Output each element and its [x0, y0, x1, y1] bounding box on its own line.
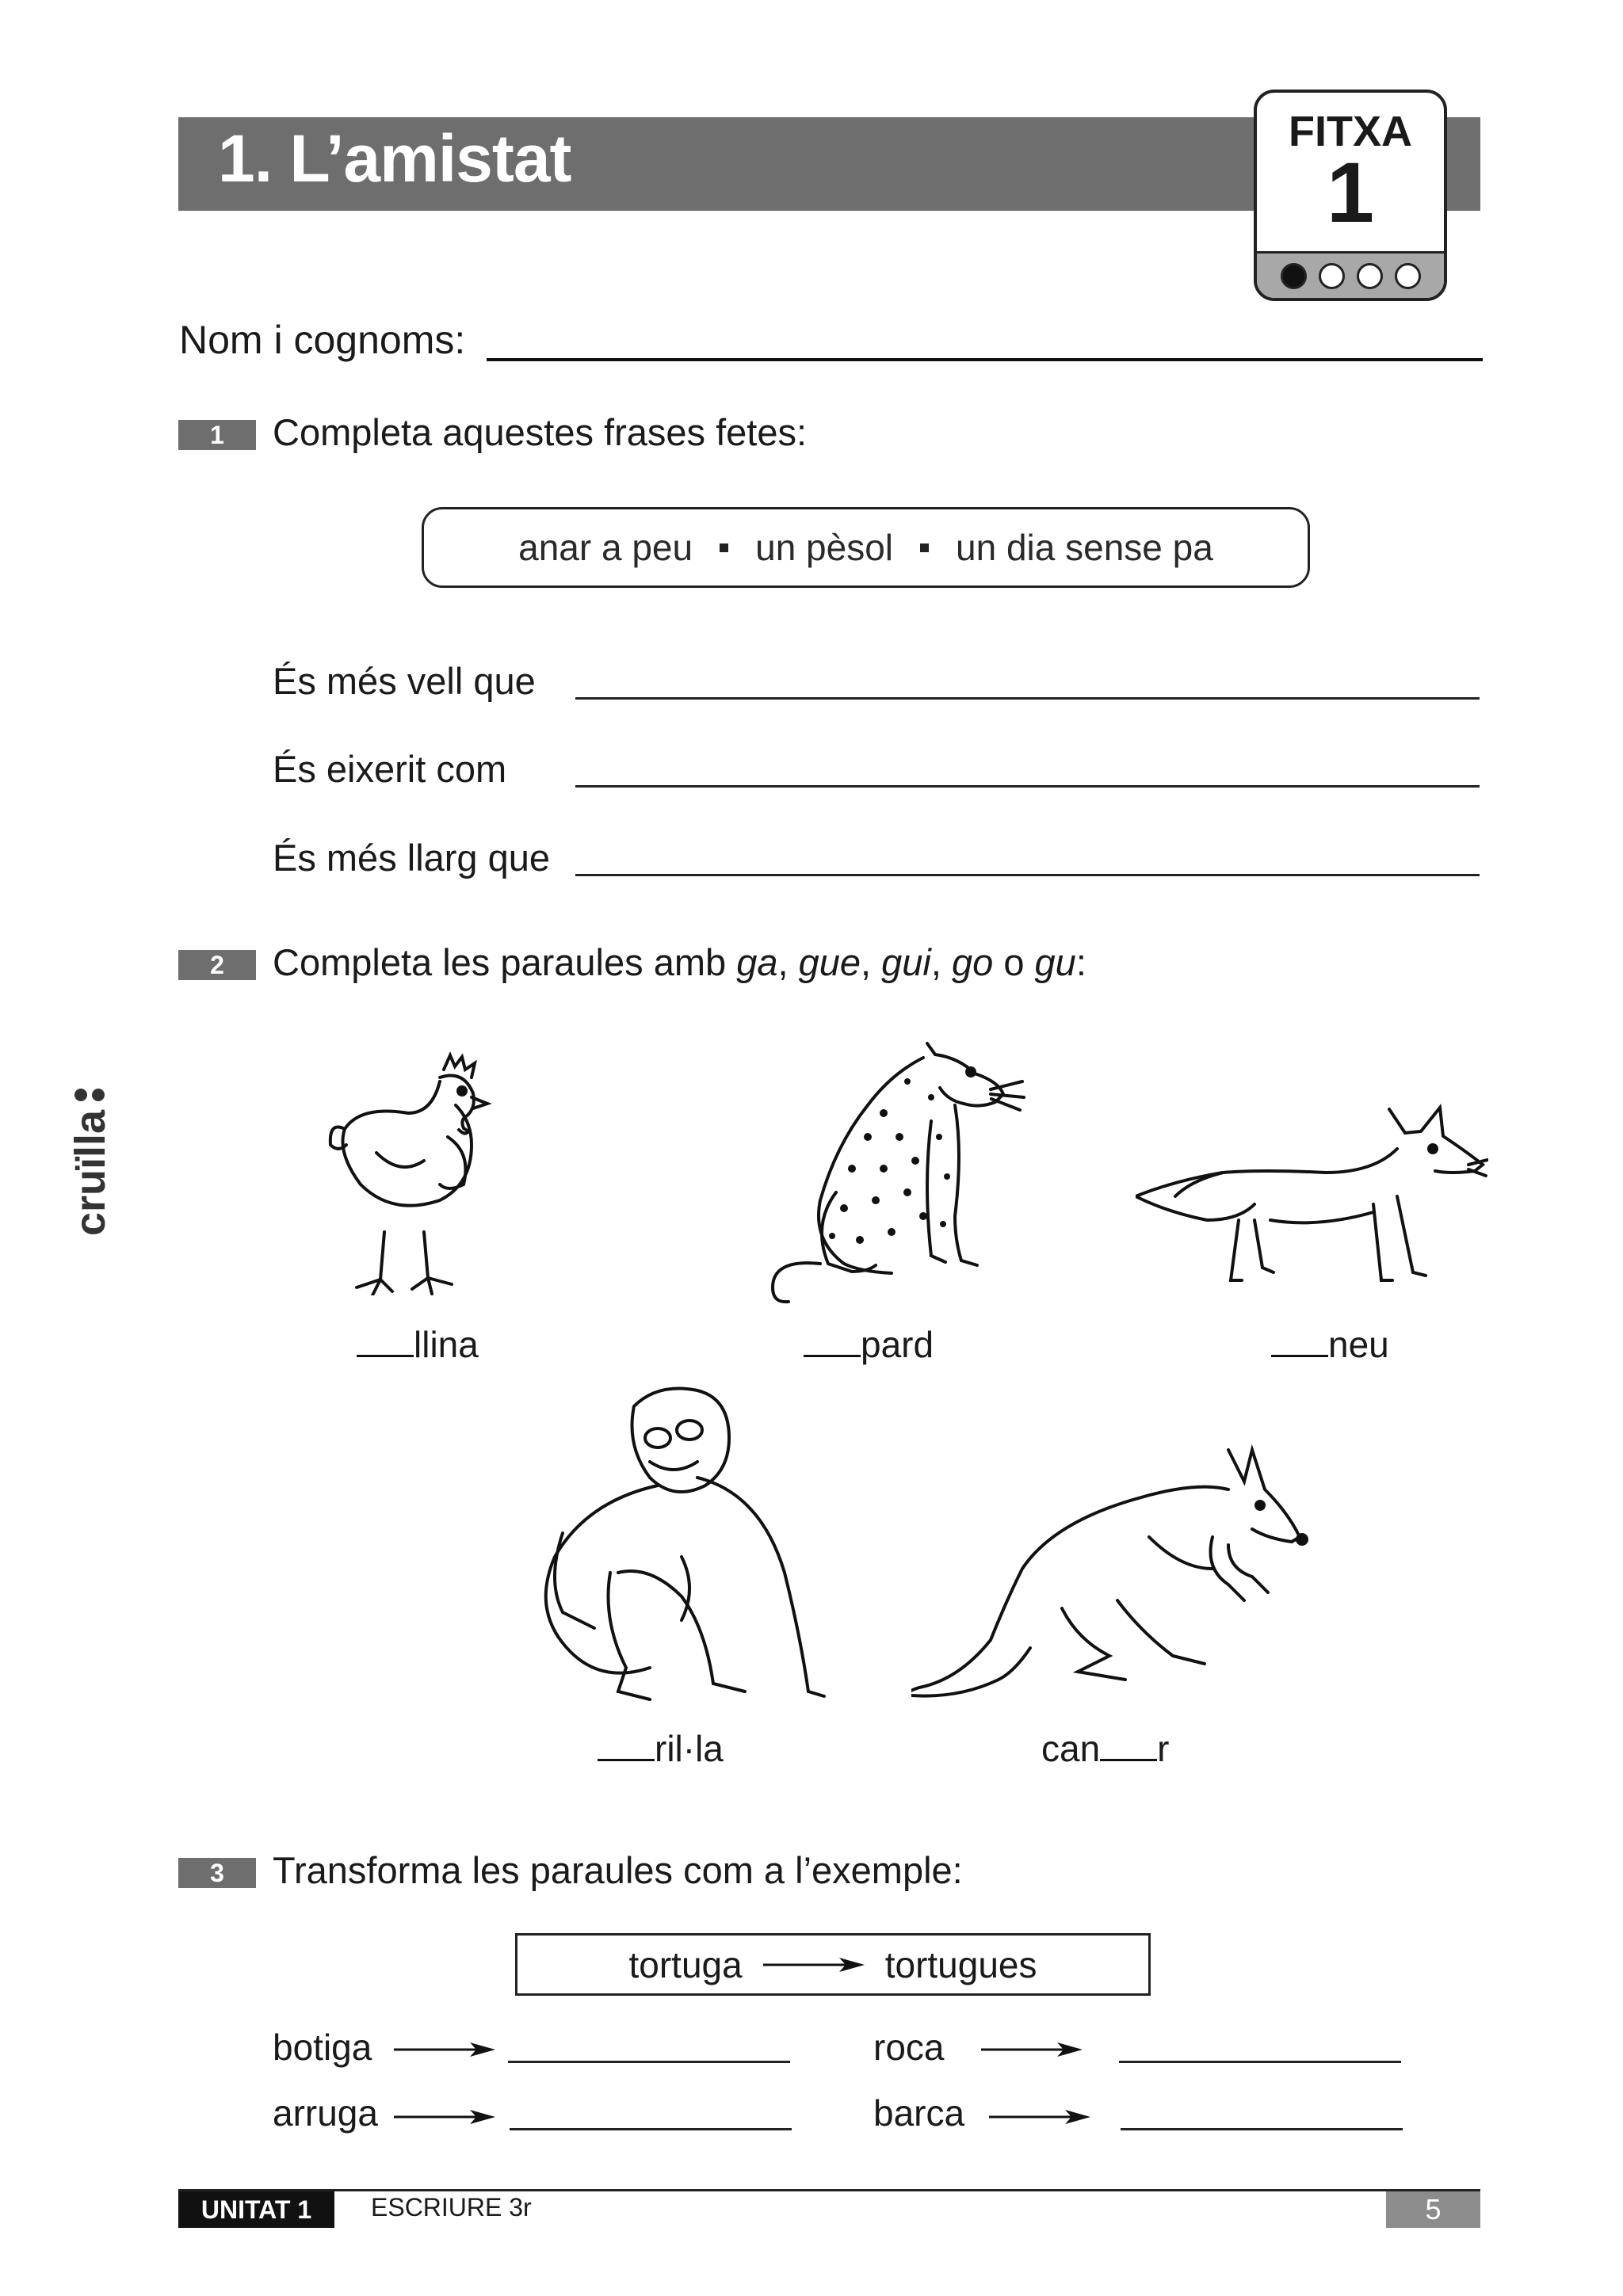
phrase-option: un pèsol [755, 527, 894, 568]
footer-rule [178, 2189, 1480, 2191]
page-title: 1. L’amistat [218, 121, 571, 196]
separator-square-icon [920, 543, 929, 552]
leopard-icon [765, 1034, 1038, 1307]
exercise-1-number: 1 [178, 420, 256, 450]
hen-icon [321, 1042, 511, 1295]
transform-word-4: barca [873, 2092, 965, 2134]
brand-logo [48, 1077, 143, 1236]
arrow-right-icon [763, 1955, 865, 1974]
progress-dot-empty [1357, 263, 1383, 289]
sentence-1-answer-line[interactable] [575, 697, 1480, 700]
example-source-word: tortuga [628, 1943, 743, 1985]
svg-text:cruïlla: cruïlla [67, 1109, 114, 1236]
transform-word-3: arruga [273, 2092, 378, 2134]
sentence-3-answer-line[interactable] [575, 874, 1480, 876]
sentence-3-prompt: És més llarg que [273, 837, 551, 879]
transform-answer-line-1[interactable] [508, 2061, 790, 2063]
arrow-right-icon [989, 2107, 1090, 2126]
transform-word-1: botiga [273, 2027, 372, 2068]
blank-line[interactable] [1271, 1354, 1328, 1357]
word-leopard: pard [804, 1323, 934, 1366]
fitxa-badge [1254, 90, 1447, 301]
name-label: Nom i cognoms: [179, 318, 466, 362]
footer-unit: UNITAT 1 [178, 2191, 334, 2228]
exercise-2-number: 2 [178, 950, 256, 980]
transform-answer-line-2[interactable] [1119, 2061, 1401, 2063]
page-number: 5 [1386, 2191, 1480, 2228]
gorilla-icon [539, 1383, 848, 1715]
transform-word-2: roca [873, 2027, 945, 2068]
transform-answer-line-3[interactable] [510, 2128, 792, 2130]
word-fox: neu [1271, 1323, 1389, 1366]
sentence-2-answer-line[interactable] [575, 785, 1480, 788]
arrow-right-icon [394, 2107, 495, 2126]
example-target-word: tortugues [884, 1943, 1037, 1985]
phrase-option: un dia sense pa [956, 527, 1213, 568]
fitxa-number: 1 [1326, 144, 1375, 240]
example-box [515, 1933, 1151, 1996]
fitxa-progress-dots [1257, 251, 1444, 298]
blank-line[interactable] [804, 1354, 861, 1357]
exercise-3-number: 3 [178, 1858, 256, 1888]
name-answer-line[interactable] [487, 358, 1483, 361]
word-kangaroo: can r [1041, 1728, 1170, 1769]
phrase-options-box [422, 507, 1310, 588]
phrase-option: anar a peu [518, 527, 693, 568]
exercise-2-instruction: Completa les paraules amb ga, gue, gui, go o gu: [273, 941, 1086, 983]
progress-dot-empty [1395, 263, 1421, 289]
word-hen: llina [357, 1323, 479, 1366]
fitxa-label: FITXA [1289, 108, 1412, 155]
sentence-2-prompt: És eixerit com [273, 748, 507, 790]
blank-line[interactable] [1100, 1758, 1157, 1761]
exercise-3-instruction: Transforma les paraules com a l’exemple: [273, 1849, 963, 1891]
word-gorilla: ril·la [598, 1727, 724, 1770]
blank-line[interactable] [598, 1758, 655, 1761]
progress-dot-filled [1281, 263, 1307, 289]
exercise-1-instruction: Completa aquestes frases fetes: [273, 411, 808, 453]
kangaroo-icon [911, 1442, 1316, 1703]
transform-answer-line-4[interactable] [1121, 2128, 1403, 2130]
separator-square-icon [720, 543, 728, 552]
blank-line[interactable] [357, 1354, 414, 1357]
footer-book: ESCRIURE 3r [371, 2193, 532, 2222]
sentence-1-prompt: És més vell que [273, 660, 536, 702]
fox-icon [1136, 1101, 1488, 1291]
arrow-right-icon [981, 2040, 1083, 2059]
cruilla-logo-icon [48, 1077, 143, 1236]
progress-dot-empty [1319, 263, 1345, 289]
arrow-right-icon [394, 2040, 495, 2059]
